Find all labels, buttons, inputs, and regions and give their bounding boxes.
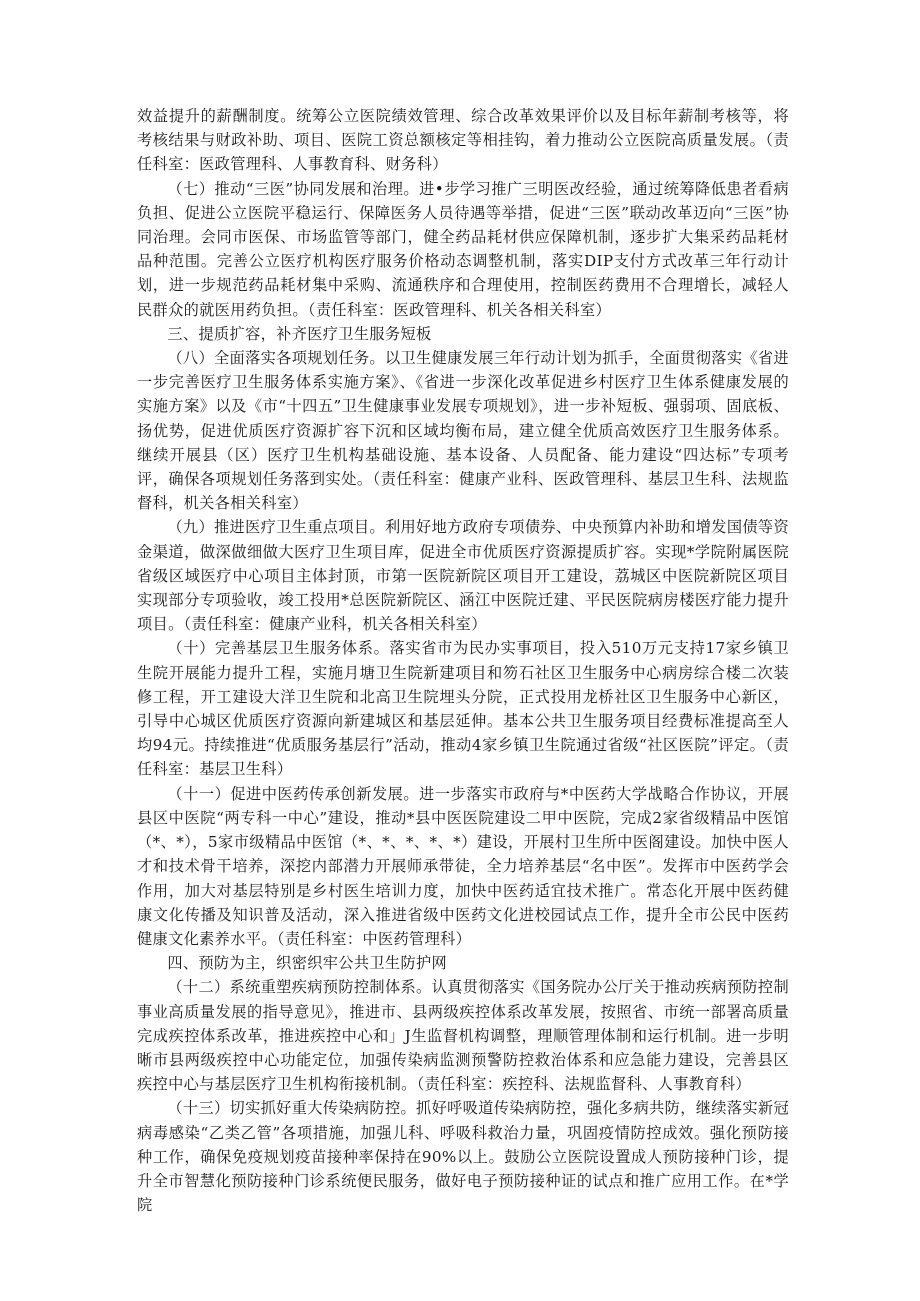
paragraph-item-8: （八）全面落实各项规划任务。以卫生健康发展三年行动计划为抓手，全面贯彻落实《省进一步完善医疗卫生服务体系实施方案》、《省进一步深化改革促进乡村医疗卫生体系健康发展的实施方案》以及《市“十四五”卫生健康事业发展专项规划》，进一步补短板、强弱项、固底板、扬优势，促进优质医疗资源扩容下沉和区域均衡布局，建立健全优质高效医疗卫生服务体系。继续开展县（区）医疗卫生机构基础设施、基本设备、人员配备、能力建设“四达标”专项考评，确保各项规划任务落到实处。（责任科室：健康产业科、医政管理科、基层卫生科、法规监督科，机关各相关科室） [137, 349, 789, 513]
paragraph-item-13: （十三）切实抓好重大传染病防控。抓好呼吸道传染病防控，强化多病共防，继续落实新冠病毒感染“乙类乙管”各项措施，加强儿科、呼吸科救治力量，巩固疫情防控成效。强化预防接种工作，确保免疫规划疫苗接种率保持在90%以上。鼓励公立医院设置成人预防接种门诊，提升全市智慧化预防接种门诊系统便民服务，做好电子预防接种证的试点和推广应用工作。在*学院 [137, 1099, 789, 1215]
paragraph-item-12: （十二）系统重塑疾病预防控制体系。认真贯彻落实《国务院办公厅关于推动疾病预防控制事业高质量发展的指导意见》，推进市、县两级疾控体系改革发展，按照省、市统一部署高质量完成疾控体系改革，推进疾控中心和」J生监督机构调整，理顺管理体制和运行机制。进一步明晰市县两级疾控中心功能定位，加强传染病监测预警防控救治体系和应急能力建设，完善县区疾控中心与基层医疗卫生机构衔接机制。（责任科室：疾控科、法规监督科、人事教育科） [137, 978, 789, 1094]
section-heading-4: 四、预防为主，织密织牢公共卫生防护网 [167, 954, 448, 973]
document-page [137, 104, 789, 1217]
section-heading-3: 三、提质扩容，补齐医疗卫生服务短板 [167, 324, 432, 343]
paragraph-salary-system: 效益提升的薪酬制度。统筹公立医院绩效管理、综合改革效果评价以及目标年薪制考核等，将考核结果与财政补助、项目、医院工资总额核定等相挂钩，着力推动公立医院高质量发展。（责任科室：医政管理科、人事教育科、财务科） [137, 107, 789, 174]
paragraph-item-9: （九）推进医疗卫生重点项目。利用好地方政府专项债券、中央预算内补助和增发国债等资金渠道，做深做细做大医疗卫生项目库，促进全市优质医疗资源提质扩容。实现*学院附属医院省级区域医疗中心项目主体封顶，市第一医院新院区项目开工建设，荔城区中医院新院区项目实现部分专项验收，竣工投用*总医院新院区、涵江中医院迁建、平民医院病房楼医疗能力提升项目。（责任科室：健康产业科，机关各相关科室） [137, 518, 789, 634]
paragraph-item-11: （十一）促进中医药传承创新发展。进一步落实市政府与*中医药大学战略合作协议，开展县区中医院“两专科一中心”建设，推动*县中医医院建设二甲中医院，完成2家省级精品中医馆（*、*），5家市级精品中医馆（*、*、*、*、*）建设，开展村卫生所中医阁建设。加快中医人才和技术骨干培养，深挖内部潜力开展师承带徒，全力培养基层“名中医”。发挥市中医药学会作用，加大对基层特别是乡村医生培训力度，加快中医药适宜技术推广。常态化开展中医药健康文化传播及知识普及活动，深入推进省级中医药文化进校园试点工作，提升全市公民中医药健康文化素养水平。（责任科室：中医药管理科） [137, 784, 789, 948]
paragraph-item-7: （七）推动“三医”协同发展和治理。进•步学习推广三明医改经验，通过统筹降低患者看病负担、促进公立医院平稳运行、保障医务人员待遇等举措，促进“三医”联动改革迈向“三医”协同治理。会同市医保、市场监管等部门，健全药品耗材供应保障机制，逐步扩大集采药品耗材品种范围。完善公立医疗机构医疗服务价格动态调整机制，落实DIP支付方式改革三年行动计划，进一步规范药品耗材集中采购、流通秩序和合理使用，控制医药费用不合理增长，减轻人民群众的就医用药负担。（责任科室：医政管理科、机关各相关科室） [137, 179, 789, 319]
paragraph-item-10: （十）完善基层卫生服务体系。落实省市为民办实事项目，投入510万元支持17家乡镇卫生院开展能力提升工程，实施月塘卫生院新建项目和笏石社区卫生服务中心病房综合楼二次装修工程，开工建设大洋卫生院和北高卫生院埋头分院，正式投用龙桥社区卫生服务中心新区，引导中心城区优质医疗资源向新建城区和基层延伸。基本公共卫生服务项目经费标准提高至人均94元。持续推进“优质服务基层行”活动，推动4家乡镇卫生院通过省级“社区医院”评定。（责任科室：基层卫生科） [137, 639, 789, 779]
